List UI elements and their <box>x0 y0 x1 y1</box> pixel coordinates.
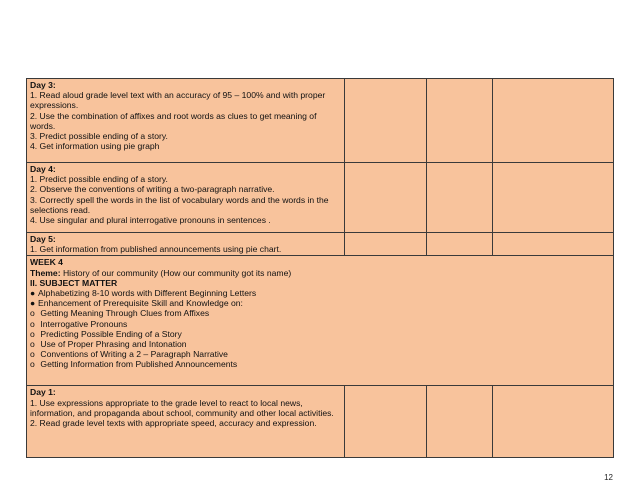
subject-matter-heading: II. SUBJECT MATTER <box>30 277 118 288</box>
empty-cell <box>493 79 614 163</box>
list-item: ● Alphabetizing 8-10 words with Different Beginning Letters <box>30 288 257 299</box>
table-row-day4 <box>27 163 614 233</box>
day1-cell <box>27 386 345 458</box>
day4-cell <box>27 163 345 233</box>
list-item: o Getting Meaning Through Clues from Affixes <box>30 308 210 319</box>
theme-line <box>30 268 611 278</box>
week4-heading: WEEK 4 <box>30 257 63 268</box>
empty-cell <box>427 386 493 458</box>
list-item: ● Enhancement of Prerequisite Skill and Knowledge on: <box>30 298 243 309</box>
day5-heading: Day 5: <box>30 234 56 244</box>
list-item: o Getting Information from Published Announcements <box>30 359 238 370</box>
week4-cell <box>27 256 614 386</box>
circle-bullet-icon: o <box>30 328 35 339</box>
day3-item: 3. Predict possible ending of a story. <box>30 131 168 142</box>
day3-item: 1. Read aloud grade level text with an accuracy of 95 – 100% and with proper expressions. <box>30 90 326 111</box>
empty-cell <box>427 79 493 163</box>
day4-item: 4. Use singular and plural interrogative pronouns in sentences . <box>30 215 271 226</box>
table-row-day5 <box>27 233 614 256</box>
empty-cell <box>345 163 427 233</box>
theme-text: History of our community (How our community got its name) <box>60 267 292 278</box>
empty-cell <box>345 386 427 458</box>
theme-label: Theme: <box>30 267 61 278</box>
circle-bullet-icon: o <box>30 349 35 360</box>
list-item: o Conventions of Writing a 2 – Paragraph Narrative <box>30 349 228 360</box>
day1-item: 2. Read grade level texts with appropriate speed, accuracy and expression. <box>30 418 317 429</box>
day3-cell <box>27 79 345 163</box>
bullet-icon: ● <box>30 298 36 309</box>
list-item: o Use of Proper Phrasing and Intonation <box>30 339 187 350</box>
day1-heading: Day 1: <box>30 387 56 398</box>
table-row-day3 <box>27 79 614 163</box>
day3-item: 2. Use the combination of affixes and root words as clues to get meaning of words. <box>30 110 317 131</box>
circle-bullet-icon: o <box>30 318 35 329</box>
empty-cell <box>345 79 427 163</box>
table-row-day1 <box>27 386 614 458</box>
day4-heading: Day 4: <box>30 164 56 174</box>
table-row-week4 <box>27 256 614 386</box>
day1-item: 1. Use expressions appropriate to the grade level to react to local news, information, and propaganda about school, community and other local activities. <box>30 397 334 418</box>
circle-bullet-icon: o <box>30 308 35 319</box>
circle-bullet-icon: o <box>30 339 35 350</box>
day4-item: 1. Predict possible ending of a story. <box>30 174 168 185</box>
lesson-plan-table <box>26 78 614 458</box>
empty-cell <box>427 233 493 256</box>
bullet-icon: ● <box>30 288 36 299</box>
page-number: 12 <box>604 473 613 482</box>
list-item: o Predicting Possible Ending of a Story <box>30 328 182 339</box>
day3-item: 4. Get information using pie graph <box>30 141 160 152</box>
day4-item: 2. Observe the conventions of writing a two-paragraph narrative. <box>30 184 275 195</box>
empty-cell <box>427 163 493 233</box>
list-item: o Interrogative Pronouns <box>30 318 128 329</box>
day3-heading: Day 3: <box>30 80 56 90</box>
day4-item: 3. Correctly spell the words in the list of vocabulary words and the words in the selections read. <box>30 194 329 215</box>
empty-cell <box>493 163 614 233</box>
empty-cell <box>493 386 614 458</box>
day5-item: 1. Get information from published announcements using pie chart. <box>30 244 282 255</box>
circle-bullet-icon: o <box>30 359 35 370</box>
empty-cell <box>493 233 614 256</box>
empty-cell <box>345 233 427 256</box>
day5-cell <box>27 233 345 256</box>
